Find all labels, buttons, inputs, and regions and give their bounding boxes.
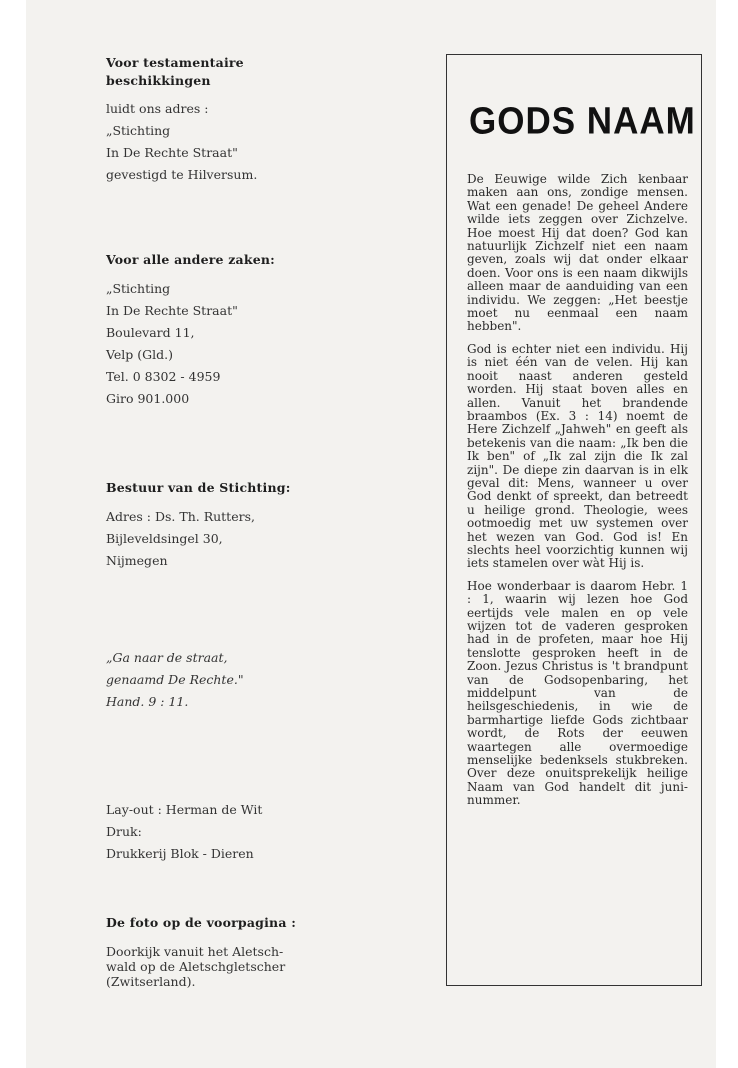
testament-heading-line-2: beschikkingen — [106, 73, 211, 88]
credits-section — [106, 799, 356, 865]
address-line: „Stichting — [106, 281, 171, 296]
board-line: Nijmegen — [106, 553, 168, 568]
article-paragraph: God is echter niet een individu. Hij is niet één van de velen. Hij kan nooit naast anderen gesteld worden. Hij staat boven alles en allen. Vanuit het brandende braambos (Ex. 3 : 14) noemt de Here Zichzelf „Jahweh" en geeft als betekenis van die naam: „Ik ben die Ik ben" of „Ik zal zijn die Ik zal zijn". De diepe zin daarvan is in elk geval dit: Mens, wanneer u over God denkt of spreekt, dan betreedt u heilige grond. Theologie, wees ootmoedig met uw systemen over het wezen van God. God is! En slechts heel voorzichtig kunnen wij iets stamelen over wàt Hij is. — [467, 341, 688, 571]
cover-photo-line: Doorkijk vanuit het Aletsch- — [106, 944, 284, 959]
print-label: Druk: — [106, 824, 142, 839]
testament-line: gevestigd te Hilversum. — [106, 167, 258, 182]
other-matters-section — [106, 251, 356, 410]
cover-photo-line: (Zwitserland). — [106, 974, 196, 989]
testament-line: luidt ons adres : — [106, 101, 209, 116]
board-heading: Bestuur van de Stichting: — [106, 480, 291, 495]
bible-quote — [106, 647, 356, 713]
quote-line: „Ga naar de straat, — [106, 650, 228, 665]
magazine-page — [26, 0, 716, 1068]
testament-line: „Stichting — [106, 123, 171, 138]
testament-line: In De Rechte Straat" — [106, 145, 238, 160]
board-line: Adres : Ds. Th. Rutters, — [106, 509, 255, 524]
printer-credit: Drukkerij Blok - Dieren — [106, 846, 254, 861]
article-box — [446, 54, 702, 986]
other-matters-heading: Voor alle andere zaken: — [106, 252, 275, 267]
cover-photo-section — [106, 914, 356, 989]
cover-photo-heading: De foto op de voorpagina : — [106, 915, 297, 930]
article-paragraph: De Eeuwige wilde Zich kenbaar maken aan ons, zondige mensen. Wat een genade! De geheel Andere wilde iets zeggen over Zichzelve. Hoe moest Hij dat doen? God kan natuurlijk Zichzelf niet een naam geven, zoals wij dat onder elkaar doen. Voor ons is een naam dikwijls alleen maar de aanduiding van een individu. We zeggen: „Het beestje moet nu eenmaal een naam hebben". — [467, 172, 688, 334]
board-section — [106, 479, 356, 572]
layout-credit: Lay-out : Herman de Wit — [106, 802, 263, 817]
giro-line: Giro 901.000 — [106, 391, 190, 406]
address-line: Velp (Gld.) — [106, 347, 173, 362]
testament-section — [106, 54, 356, 186]
quote-line: genaamd De Rechte." — [106, 672, 244, 687]
quote-reference: Hand. 9 : 11. — [106, 694, 189, 709]
article-title: GODS NAAM — [469, 100, 696, 143]
cover-photo-line: wald op de Aletschgletscher — [106, 959, 286, 974]
phone-line: Tel. 0 8302 - 4959 — [106, 369, 221, 384]
address-line: In De Rechte Straat" — [106, 303, 238, 318]
article-paragraph: Hoe wonderbaar is daarom Hebr. 1 : 1, waarin wij lezen hoe God eertijds vele malen en op vele wijzen tot de vaderen gesproken had in de profeten, maar hoe Hij tenslotte gesproken heeft in de Zoon. Jezus Christus is 't brandpunt van de Godsopenbaring, het middelpunt van de heilsgeschiedenis, in wie de barmhartige liefde Gods zichtbaar wordt, de Rots der eeuwen waartegen alle overmoedige menselijke bedenksels stukbreken. Over deze onuitsprekelijk heilige Naam van God handelt dit juni-nummer. — [467, 578, 688, 808]
address-line: Boulevard 11, — [106, 325, 195, 340]
board-line: Bijleveldsingel 30, — [106, 531, 223, 546]
testament-heading-line-1: Voor testamentaire — [106, 55, 244, 70]
article-body — [467, 173, 688, 817]
